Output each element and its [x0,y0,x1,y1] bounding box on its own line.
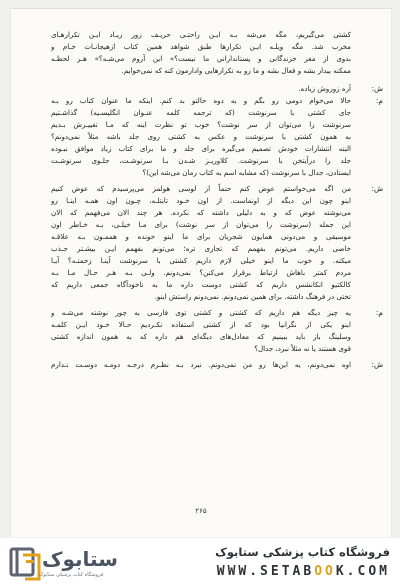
logo-wordmark: ستابوک [42,547,118,571]
text-line: مردم کمتر باهاش ارتباط برقرار می‌کنن؟ نمی‌دونم. ولـی بـه هـر حـال مـا بـه [51,268,351,277]
url-part-1: WWW.SETAB [216,564,315,579]
speaker-label: م: [375,308,383,317]
speaker-label: ش: [371,84,383,93]
text-line: جلد را درآیتخن با سرنوشت. کلاوریـز شـدن بـا سرنوشـت، جلـوی سرنوشـت [51,156,351,165]
text-line: البته انتشارات خودش تصمیم می‌گیره برای جلد و ما برای کتاب زیاد موافق نبـوده [51,144,351,153]
text-line: می‌نوشته عوض که و به دلیلی داشته که نکرده. هر چند الان می‌فهمم که الان [51,208,351,217]
text-line: اینو یکی از نگرانیا بود که از کشتی استفاده نکـردیم حـالا خـود ایـن کلمـه [51,320,351,329]
page-number: ۲۶۵ [195,507,207,515]
text-line: قوی هستند یا نه مثلاً نبرد، جدال؟ [254,344,351,353]
text-line: من اگه می‌خواستم عوض کنم حتماً از لوسی هولمز می‌پرسیدم که عوض کنیم [51,184,351,193]
text-line: مخرب شد. مگه ویلـه ایـن تکرارها طبق شواهد همین کتاب ازهیجانـات خـام و [51,42,351,51]
text-line: به همون کشتی با سرنوشت و عکس به کشتی روی جلد باشه مثلاً نمی‌دونم؟ [51,132,351,141]
watermark-footer [0,538,400,587]
text-line: ایستادن، جدال با سرنوشت (که مشابه اسم به کتاب رمان می‌شه این)؟ [142,168,351,177]
text-line: اوه نمی‌دونم، یه این‌ها رو من نمی‌دونم. نبرد بـه نظـرم درجـه دومـه دوسـت نـدارم [51,360,351,369]
text-line: خاصی داریم. می‌تونم بفهمم که تجاری تره؛ می‌تونم بفهمم ایـن بیشـتر جـذب [51,244,351,253]
store-url-link[interactable] [217,564,390,579]
logo-subtitle: فروشگاه کتاب پزشکی ستابوک [38,572,104,578]
url-part-3: K.COM [335,564,390,579]
text-line: وسلینگ باز باید ببینیم که معادل‌های دیگه‌ای هم داره که به همون اندازه کشتی [51,332,351,341]
text-line: حالا می‌خوام دومی رو بگم و به دوه حالتو بد کنم. اینکه ما عنوان کتاب رو بـه [51,96,351,105]
store-name: فروشگاه کتاب پزشکی ستابوک [215,545,390,559]
text-line: اینو چون این دیگه از اونماست. از اون خـود تایتلـه، چـون اون همـه اینـا رو [51,196,351,205]
page-text [11,9,391,537]
book-page [10,8,392,537]
text-line: آره زوروش زیاده. [298,84,351,93]
url-part-2: OO [314,564,336,579]
speaker-label: ش: [371,184,383,193]
text-line: تختی در فرهنگ داشته. برای همین نمی‌دونم. نمی‌دونم راستش اینو. [154,292,351,301]
text-line: سرنوشت را می‌توان از سر نوشت؟ خوب تو نظرت اینه که مـا تغییـرش بـدیم [51,120,351,129]
text-line: بدوی از مغز خزندگانی و پستانداراني ما نيست؟» این آروم می‌شـه؟» هـر لحظـه [51,54,351,63]
text-line: موسیقی و می‌دونی همایون شجریان برای ما اینو خونده و هممـون بـه علاقـه [51,232,351,241]
speaker-label: م: [375,96,383,105]
text-line: کشتی می‌گیریم، مگه می‌شه بـه ایـن راحتـی حریـف زور زیـاد ایـن تکرارهـای [51,30,351,39]
store-logo[interactable] [8,544,118,582]
text-line: جای کشتی با سرنوشت (که ترجمه کلمه عنـوان انگلیسـیه) گذاشـتیم [51,108,351,117]
book-logo-icon [8,545,42,581]
text-line: میکنه. و خوب ما اینو خیلی لازم داریم کشتی با سرنوشت آینـا زحمتـه؟ آیـا [51,256,351,265]
speaker-label: ش: [371,360,383,369]
text-line: این جمله (سرنوشت را می‌توان از سر نوشت) برای مـا خیلـی، بـه خـاطر اون [51,220,351,229]
text-line: ممکنه بیدار بشه و فعال بشه و ما رو به تکرارهایی وادارمون کنه که نمی‌خوایم. [121,66,351,75]
text-line: یه چیز دیگه هم داریم که کشتی و کشتی توی فارسی به چور نوشته می‌شـه و [51,308,351,317]
text-line: کالکتیو انکانشس داریم که کشتی دوست داره ما به ناخودآگاه جمعی داریم که [51,280,351,289]
